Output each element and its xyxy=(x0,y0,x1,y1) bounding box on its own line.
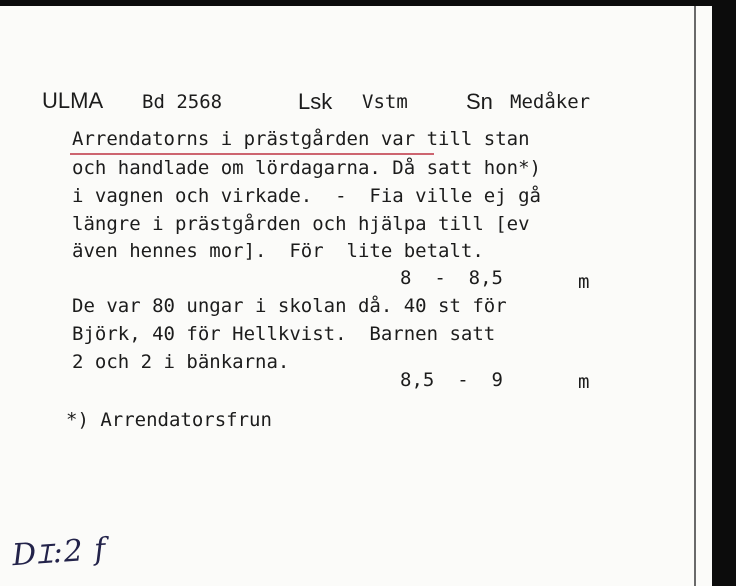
text-line-6: De var 80 ungar i skolan då. 40 st för xyxy=(72,295,507,317)
archive-card xyxy=(0,6,712,586)
footnote: *) Arrendatorsfrun xyxy=(66,409,272,431)
text-line-1: Arrendatorns i prästgården var till stan xyxy=(72,128,530,150)
scan-border-right xyxy=(712,0,736,586)
reading-range-1: 8 - 8,5 xyxy=(400,267,503,289)
archive-name: ULMA xyxy=(42,88,104,113)
text-line-8: 2 och 2 i bänkarna. xyxy=(72,351,290,373)
reading-unit-2: m xyxy=(578,371,590,393)
card-edge-line xyxy=(694,6,696,586)
reading-range-2: 8,5 - 9 xyxy=(400,369,503,391)
parish-label: Sn xyxy=(466,89,493,114)
reading-unit-1: m xyxy=(578,271,590,293)
text-line-2: och handlade om lördagarna. Då satt hon*) xyxy=(72,157,541,179)
text-line-4: längre i prästgården och hjälpa till [ev xyxy=(72,213,530,235)
parish-value: Medåker xyxy=(510,91,591,113)
handwritten-mark: DꞮ:2 f xyxy=(10,531,108,574)
province-value: Vstm xyxy=(362,91,408,113)
text-line-7: Björk, 40 för Hellkvist. Barnen satt xyxy=(72,323,496,345)
volume-number: Bd 2568 xyxy=(142,91,223,113)
text-line-3: i vagnen och virkade. - Fia ville ej gå xyxy=(72,185,541,207)
text-line-5: även hennes mor]. För lite betalt. xyxy=(72,240,484,262)
province-label: Lsk xyxy=(298,89,333,114)
red-underline xyxy=(70,153,434,155)
